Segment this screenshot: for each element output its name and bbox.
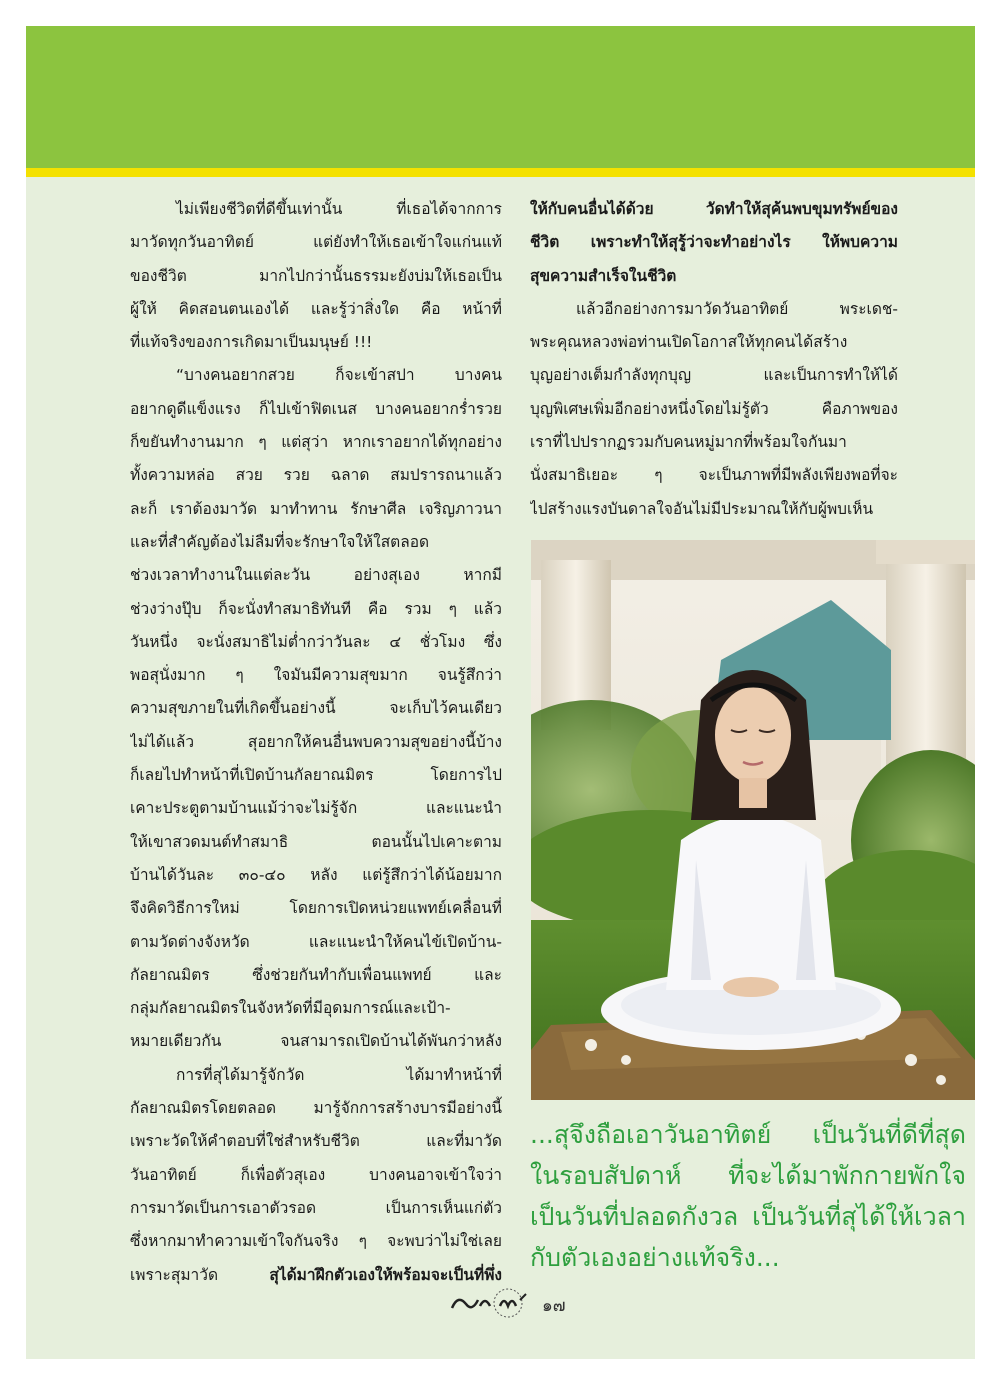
text-line: ตามวัดต่างจังหวัด และแนะนำให้คนไข้เปิดบ้าน-: [130, 932, 502, 951]
text-line: ไปสร้างแรงบันดาลใจอันไม่มีประมาณให้กับผู้พบเห็น: [530, 499, 874, 518]
text-line: บ้านได้วันละ ๓๐-๔๐ หลัง แต่รู้สึกว่าได้น้อยมาก: [130, 865, 502, 884]
quote-line: ...สุจึงถือเอาวันอาทิตย์ เป็นวันที่ดีที่สุด: [530, 1120, 966, 1149]
text-line: นั่งสมาธิเยอะ ๆ จะเป็นภาพที่มีพลังเพียงพอที่จะ: [530, 466, 898, 485]
text-line: ละก็ เราต้องมาวัด มาทำทาน รักษาศีล เจริญภาวนา: [130, 499, 502, 518]
text-line: บุญอย่างเต็มกำลังทุกบุญ และเป็นการทำให้ได้: [530, 366, 898, 385]
text-line: มาวัดทุกวันอาทิตย์ แต่ยังทำให้เธอเข้าใจแก่นแท้: [130, 233, 502, 252]
text-line: ทั้งความหล่อ สวย รวย ฉลาด สมปรารถนาแล้ว: [130, 466, 502, 485]
bold-text-line: ชีวิต เพราะทำให้สุรู้ว่าจะทำอย่างไร ให้พบความ: [530, 233, 898, 252]
text-line: เคาะประตูตามบ้านแม้ว่าจะไม่รู้จัก และแนะนำ: [130, 799, 502, 818]
text-line: แล้วอีกอย่างการมาวัดวันอาทิตย์ พระเดช-: [576, 299, 898, 318]
quote-line: กับตัวเองอย่างแท้จริง...: [530, 1243, 780, 1272]
text-line: อยากดูดีแข็งแรง ก็ไปเข้าฟิตเนส บางคนอยากร่ำรวย: [130, 399, 502, 418]
text-line: กัลยาณมิตรโดยตลอด มารู้จักการสร้างบารมีอย่างนี้: [130, 1099, 502, 1118]
text-line: ไม่ได้แล้ว สุอยากให้คนอื่นพบความสุขอย่างนี้บ้าง: [130, 732, 502, 751]
text-line: “บางคนอยากสวย ก็จะเข้าสปา บางคน: [176, 366, 502, 385]
text-bold: สุได้มาฝึกตัวเองให้พร้อมจะเป็นที่พึ่ง: [269, 1265, 502, 1284]
text-line: พอสุนั่งมาก ๆ ใจมันมีความสุขมาก จนรู้สึกว่า: [130, 666, 502, 685]
text-line: ความสุขภายในที่เกิดขึ้นอย่างนี้ จะเก็บไว้คนเดียว: [130, 699, 502, 718]
text-line: การที่สุได้มารู้จักวัด ได้มาทำหน้าที่: [176, 1065, 502, 1084]
text-line: กัลยาณมิตร ซึ่งช่วยกันทำกับเพื่อนแพทย์ และ: [130, 965, 502, 984]
bold-text-line: สุขความสำเร็จในชีวิต: [530, 266, 677, 285]
text-line: กลุ่มกัลยาณมิตรในจังหวัดที่มีอุดมการณ์และเป้า-: [130, 999, 451, 1018]
text-line: ที่แท้จริงของการเกิดมาเป็นมนุษย์ !!!: [130, 333, 373, 352]
text-line: ช่วงว่างปุ๊บ ก็จะนั่งทำสมาธิทันที คือ รวม ๆ แล้ว: [130, 599, 502, 618]
text-line: และที่สำคัญต้องไม่ลืมที่จะรักษาใจให้ใสตลอด: [130, 532, 430, 551]
quote-line: เป็นวันที่ปลอดกังวล เป็นวันที่สุได้ให้เวลา: [530, 1202, 966, 1231]
text-line: เพราะวัดให้คำตอบที่ใช่สำหรับชีวิต และที่มาวัด: [130, 1132, 502, 1151]
text-line: หมายเดียวกัน จนสามารถเปิดบ้านได้พันกว่าหลัง: [130, 1032, 502, 1051]
text-line: ก็เลยไปทำหน้าที่เปิดบ้านกัลยาณมิตร โดยการไป: [130, 766, 502, 785]
quote-line: ในรอบสัปดาห์ ที่จะได้มาพักกายพักใจ: [530, 1161, 966, 1190]
text-line: ซึ่งหากมาทำความเข้าใจกันจริง ๆ จะพบว่าไม่ใช่เลย: [130, 1232, 502, 1251]
page-number: ๑๗: [542, 1296, 566, 1316]
text-line: การมาวัดเป็นการเอาตัวรอด เป็นการเห็นแก่ตัว: [130, 1198, 502, 1217]
text-line: ผู้ให้ คิดสอนตนเองได้ และรู้ว่าสิ่งใด คือ หน้าที่: [130, 299, 502, 318]
text-line: ไม่เพียงชีวิตที่ดีขึ้นเท่านั้น ที่เธอได้จากการ: [176, 200, 502, 218]
pull-quote: [530, 1114, 966, 1278]
text-line: ช่วงเวลาทำงานในแต่ละวัน อย่างสุเอง หากมี: [130, 566, 502, 585]
bold-text-line: ให้กับคนอื่นได้ด้วย วัดทำให้สุค้นพบขุมทรัพย์ของ: [530, 200, 898, 218]
right-text-column: [530, 193, 898, 526]
left-text-column: [130, 193, 502, 1292]
text-line: ให้เขาสวดมนต์ทำสมาธิ ตอนนั้นไปเคาะตาม: [130, 832, 502, 851]
text-line: จึงคิดวิธีการใหม่ โดยการเปิดหน่วยแพทย์เคลื่อนที่: [130, 899, 502, 918]
green-header-band: [26, 26, 975, 168]
meditation-photo: [531, 540, 975, 1100]
magazine-logo: [448, 1286, 538, 1320]
text-line: ของชีวิต มากไปกว่านั้นธรรมะยังบ่มให้เธอเป็น: [130, 266, 502, 285]
text-line: วันอาทิตย์ ก็เพื่อตัวสุเอง บางคนอาจเข้าใจว่า: [130, 1165, 502, 1184]
text-plain: เพราะสุมาวัด: [130, 1265, 270, 1284]
text-line: วันหนึ่ง จะนั่งสมาธิไม่ต่ำกว่าวันละ ๔ ชั่วโมง ซึ่ง: [130, 632, 502, 651]
text-line: บุญพิเศษเพิ่มอีกอย่างหนึ่งโดยไม่รู้ตัว คือภาพของ: [530, 399, 898, 418]
text-line: เราที่ไปปรากฏรวมกับคนหมู่มากที่พร้อมใจกันมา: [530, 433, 847, 452]
text-line-mixed: [130, 1259, 502, 1292]
yellow-divider-bar: [26, 168, 975, 177]
text-line: ก็ขยันทำงานมาก ๆ แต่สุว่า หากเราอยากได้ทุกอย่าง: [130, 433, 502, 452]
text-line: พระคุณหลวงพ่อท่านเปิดโอกาสให้ทุกคนได้สร้าง: [530, 333, 848, 352]
